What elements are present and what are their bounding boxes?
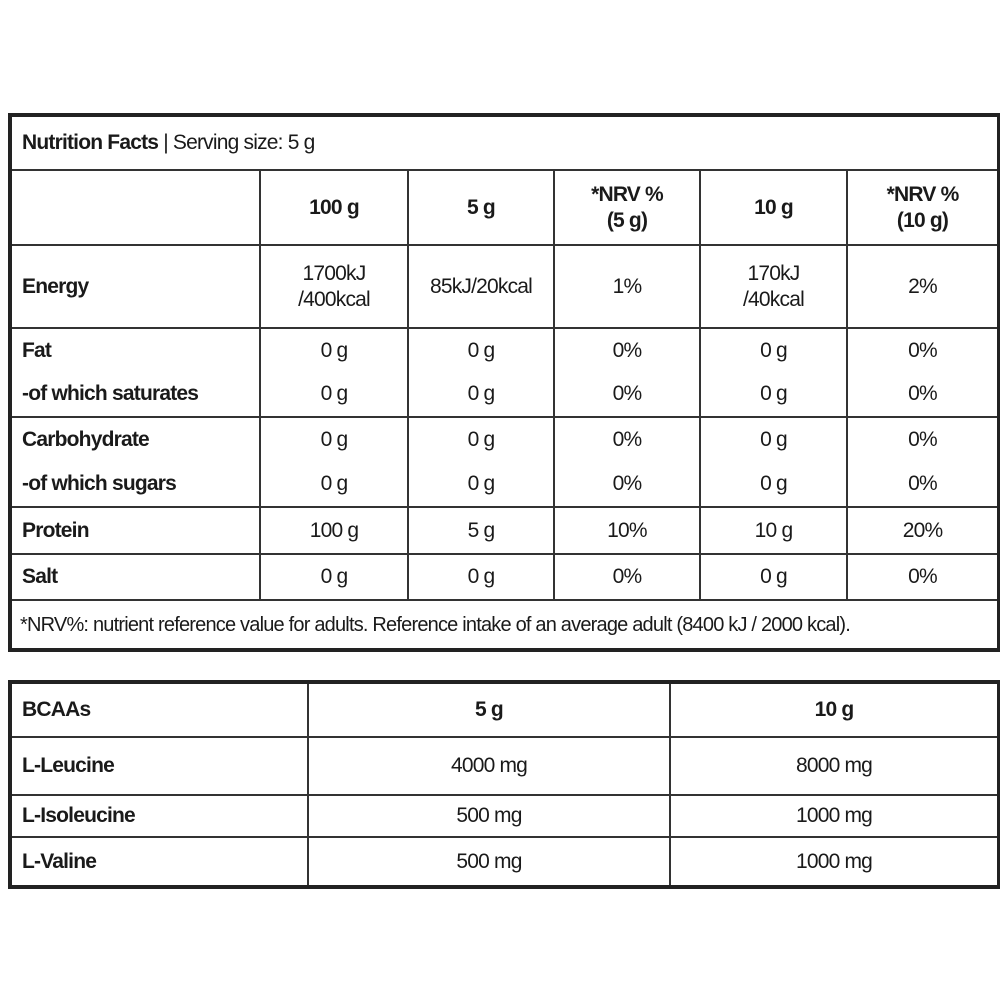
nutrient-value: 5 g [408, 507, 554, 554]
nutrient-value: 0% [847, 462, 999, 507]
nutrition-facts-table [8, 113, 1000, 652]
nutrient-value: 2% [847, 245, 999, 328]
amino-acid-value: 1000 mg [670, 795, 999, 837]
nutrient-value: 0 g [700, 328, 847, 372]
nutrient-value: 170kJ /40kcal [700, 245, 847, 328]
column-header: 5 g [408, 170, 554, 245]
nutrient-label: -of which sugars [10, 462, 260, 507]
column-header: 5 g [308, 682, 670, 737]
nutrient-row [10, 417, 999, 462]
amino-acid-value: 4000 mg [308, 737, 670, 795]
nutrient-label: Salt [10, 554, 260, 600]
nutrient-value: 0 g [408, 417, 554, 462]
nutrient-value: 0 g [408, 554, 554, 600]
bcaa-row [10, 737, 999, 795]
nutrient-value: 0% [554, 372, 700, 417]
nutrient-value: 0% [847, 328, 999, 372]
column-header [10, 170, 260, 245]
nutrient-value: 0 g [700, 462, 847, 507]
column-header: BCAAs [10, 682, 308, 737]
nutrient-value: 1700kJ /400kcal [260, 245, 408, 328]
nutrient-value: 0 g [260, 554, 408, 600]
nutrient-value: 0 g [260, 328, 408, 372]
nutrient-value: 0 g [260, 372, 408, 417]
nutrient-value: 0% [554, 554, 700, 600]
nutrient-value: 0 g [700, 554, 847, 600]
nutrient-value: 100 g [260, 507, 408, 554]
nutrient-value: 0 g [408, 328, 554, 372]
column-header: 10 g [670, 682, 999, 737]
nutrient-label: Fat [10, 328, 260, 372]
nutrient-value: 10% [554, 507, 700, 554]
nutrient-value: 0 g [700, 417, 847, 462]
bcaa-row [10, 795, 999, 837]
column-header: 100 g [260, 170, 408, 245]
bcaa-header-row [10, 682, 999, 737]
nutrient-label: Protein [10, 507, 260, 554]
nutrient-value: 85kJ/20kcal [408, 245, 554, 328]
title-bold: Nutrition Facts [22, 131, 159, 154]
nutrition-title-row [10, 115, 999, 170]
column-header: *NRV % (5 g) [554, 170, 700, 245]
nutrient-value: 0% [554, 328, 700, 372]
nutrient-label: -of which saturates [10, 372, 260, 417]
bcaa-row [10, 837, 999, 887]
amino-acid-value: 1000 mg [670, 837, 999, 887]
amino-acid-value: 500 mg [308, 837, 670, 887]
nutrition-title [10, 115, 999, 170]
nutrient-value: 0 g [260, 417, 408, 462]
nutrient-row [10, 554, 999, 600]
column-header: 10 g [700, 170, 847, 245]
nutrient-row [10, 507, 999, 554]
serving-size: | Serving size: 5 g [158, 131, 315, 154]
nutrition-header-row [10, 170, 999, 245]
nrv-footnote: *NRV%: nutrient reference value for adults. Reference intake of an average adult (8400 kJ / 2000 kcal). [10, 600, 999, 650]
column-header: *NRV % (10 g) [847, 170, 999, 245]
amino-acid-value: 8000 mg [670, 737, 999, 795]
amino-acid-label: L-Isoleucine [10, 795, 308, 837]
nutrient-value: 0 g [408, 462, 554, 507]
nutrient-row [10, 372, 999, 417]
nutrient-value: 10 g [700, 507, 847, 554]
nutrient-value: 0% [554, 462, 700, 507]
nutrient-value: 0 g [260, 462, 408, 507]
nutrient-label: Energy [10, 245, 260, 328]
nutrient-value: 0% [847, 554, 999, 600]
nutrient-row [10, 462, 999, 507]
bcaa-table [8, 680, 1000, 889]
amino-acid-label: L-Leucine [10, 737, 308, 795]
nutrient-value: 0 g [408, 372, 554, 417]
amino-acid-label: L-Valine [10, 837, 308, 887]
amino-acid-value: 500 mg [308, 795, 670, 837]
nutrient-value: 0% [554, 417, 700, 462]
nutrient-value: 20% [847, 507, 999, 554]
footnote-row [10, 600, 999, 650]
nutrient-row [10, 328, 999, 372]
nutrient-value: 0% [847, 372, 999, 417]
nutrient-value: 1% [554, 245, 700, 328]
nutrient-value: 0 g [700, 372, 847, 417]
nutrient-row [10, 245, 999, 328]
nutrient-label: Carbohydrate [10, 417, 260, 462]
nutrient-value: 0% [847, 417, 999, 462]
